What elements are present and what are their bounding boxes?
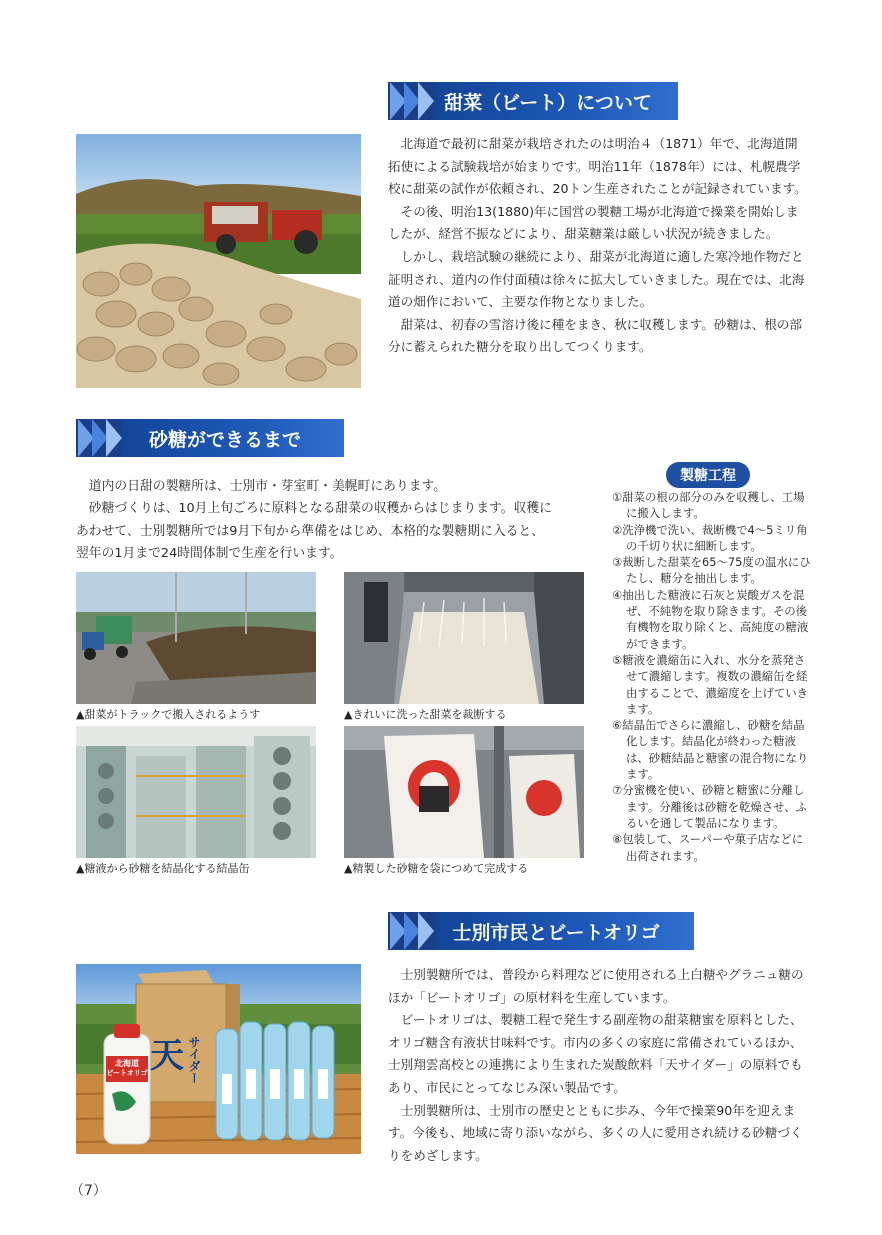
beet-text — [388, 133, 808, 359]
caption-truck: ▲甜菜がトラックで搬入されるようす — [76, 708, 261, 721]
cider-box-label: サイダー — [187, 1036, 201, 1084]
process-steps-list — [612, 489, 812, 864]
process-step-7: ⑦分蜜機を使い、砂糖と糖蜜に分離します。分離後は砂糖を乾燥させ、ふるいを通して製品になります。 — [612, 783, 807, 830]
process-step-3: ③裁断した甜菜を65～75度の温水にひたし、糖分を抽出します。 — [612, 555, 811, 586]
section-heading-oligo — [388, 912, 694, 950]
bottle-label-line2: ビートオリゴ — [106, 1069, 148, 1077]
crystallizer-photo — [76, 726, 316, 858]
section-heading-sugar — [76, 419, 344, 457]
oligo-paragraph-3: 士別製糖所は、士別市の歴史とともに歩み、今年で操業90年を迎えます。今後も、地域に寄り添いながら、多くの人に愛用され続ける砂糖づくりをめざします。 — [388, 1102, 803, 1163]
section-heading-oligo-text: 士別市民とビートオリゴ — [452, 921, 660, 944]
caption-packaging: ▲精製した砂糖を袋につめて完成する — [344, 862, 529, 875]
sugar-paragraph-2: 砂糖づくりは、10月上旬ごろに原料となる甜菜の収穫からはじまります。収穫にあわせて、士別製糖所では9月下旬から準備をはじめ、本格的な製糖期に入ると、翌年の1月まで24時間体制で生産を行います。 — [76, 501, 552, 562]
caption-slicing: ▲きれいに洗った甜菜を裁断する — [344, 708, 507, 721]
process-title-badge: 製糖工程 — [666, 462, 750, 488]
beet-field-photo — [76, 134, 361, 388]
truck-photo — [76, 572, 316, 704]
caption-crystallizer: ▲糖液から砂糖を結晶化する結晶缶 — [76, 862, 250, 875]
oligo-paragraph-1: 士別製糖所では、普段から料理などに使用される上白糖やグラニュ糖のほか「ビートオリゴ」の原材料を生産しています。 — [388, 967, 804, 1005]
cider-box-mark: 天 — [150, 1036, 184, 1076]
page-number: （7） — [70, 1183, 107, 1199]
chevron-decoration-icon — [388, 912, 434, 950]
sugar-text — [76, 476, 552, 566]
section-heading-beet — [388, 82, 678, 120]
process-step-4: ④抽出した糖液に石灰と炭酸ガスを混ぜ、不純物を取り除きます。その後有機物を取り除くと、高純度の糖液ができます。 — [612, 587, 809, 651]
beet-paragraph-2: その後、明治13(1880)年に国営の製糖工場が北海道で操業を開始しましたが、経営不振などにより、甜菜糖業は厳しい状況が続きました。 — [388, 203, 799, 242]
section-heading-beet-text: 甜菜（ビート）について — [444, 91, 652, 114]
oligo-paragraph-2: ビートオリゴは、製糖工程で発生する副産物の甜菜糖蜜を原料とした、オリゴ糖含有液状甘味料です。市内の多くの家庭に常備されているほか、士別翔雲高校との連携により生まれた炭酸飲料「天サイダー」の原料でもあり、市民にとってなじみ深い製品です。 — [388, 1012, 803, 1095]
beet-paragraph-4: 甜菜は、初春の雪溶け後に種をまき、秋に収穫します。砂糖は、根の部分に蓄えられた糖分を取り出してつくります。 — [388, 316, 803, 355]
process-step-1: ①甜菜の根の部分のみを収穫し、工場に搬入します。 — [612, 490, 805, 521]
beet-paragraph-1: 北海道で最初に甜菜が栽培されたのは明治４（1871）年で、北海道開拓使による試験栽培が始まりです。明治11年（1878年）には、札幌農学校に甜菜の試作が依頼され、20トン生産されたことが記録されています。 — [388, 136, 807, 197]
slicing-photo — [344, 572, 584, 704]
process-step-6: ⑥結晶缶でさらに濃縮し、砂糖を結晶化します。結晶化が終わった糖液は、砂糖結晶と糖蜜の混合物になります。 — [612, 718, 809, 782]
packaging-photo — [344, 726, 584, 858]
process-step-8: ⑧包装して、スーパーや菓子店などに出荷されます。 — [612, 832, 804, 863]
chevron-decoration-icon — [388, 82, 434, 120]
beet-oligo-products-photo — [76, 964, 361, 1154]
section-heading-sugar-text: 砂糖ができるまで — [148, 428, 301, 451]
process-step-5: ⑤糖液を濃縮缶に入れ、水分を蒸発させて濃縮します。複数の濃縮缶を経由することで、濃縮度を上げていきます。 — [612, 652, 809, 716]
sugar-paragraph-1: 道内の日甜の製糖所は、士別市・芽室町・美幌町にあります。 — [88, 479, 447, 494]
beet-paragraph-3: しかし、栽培試験の継続により、甜菜が北海道に適した寒冷地作物だと証明され、道内の作付面積は徐々に拡大していきました。現在では、北海道の畑作において、主要な作物となりました。 — [388, 248, 805, 310]
oligo-text — [388, 964, 808, 1167]
chevron-decoration-icon — [76, 419, 122, 457]
process-step-2: ②洗浄機で洗い、裁断機で4～5ミリ角の千切り状に細断します。 — [612, 522, 808, 553]
bottle-label-line1: 北海道 — [115, 1059, 139, 1068]
